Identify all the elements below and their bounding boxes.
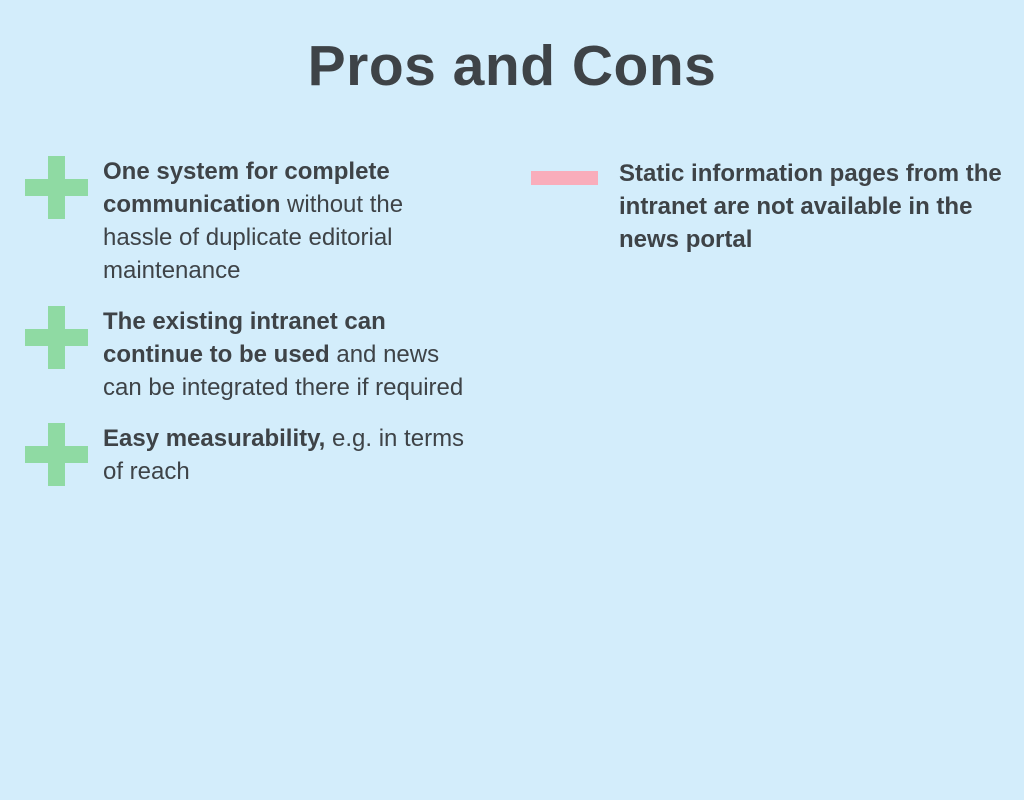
pro-text-segment: and news can be integrated there if required (103, 341, 464, 401)
plus-icon-horizontal-bar (25, 179, 88, 196)
con-text (619, 155, 1009, 256)
pro-item (25, 305, 468, 404)
pros-column (25, 155, 468, 506)
plus-icon-horizontal-bar (25, 329, 88, 346)
pro-text (103, 155, 465, 287)
pro-text-segment: One system for complete communication (103, 158, 390, 218)
pro-text (103, 422, 465, 488)
con-text-segment: Static information pages from the intranet are not available in the news portal (619, 160, 1002, 253)
cons-column (531, 155, 1009, 274)
plus-icon (25, 423, 88, 486)
pro-text-segment: The existing intranet can continue to be used (103, 308, 386, 368)
con-item (531, 155, 1009, 256)
plus-icon (25, 156, 88, 219)
pro-item (25, 155, 468, 287)
pro-item (25, 422, 468, 488)
minus-icon-bar (531, 171, 598, 185)
pro-text-segment: Easy measurability, (103, 425, 326, 452)
pro-text (103, 305, 465, 404)
pro-text-segment: e.g. in terms of reach (103, 425, 465, 485)
page-title: Pros and Cons (307, 34, 717, 98)
plus-icon-horizontal-bar (25, 446, 88, 463)
pro-text-segment: without the hassle of duplicate editorial maintenance (103, 191, 404, 284)
plus-icon (25, 306, 88, 369)
minus-icon (531, 155, 598, 195)
